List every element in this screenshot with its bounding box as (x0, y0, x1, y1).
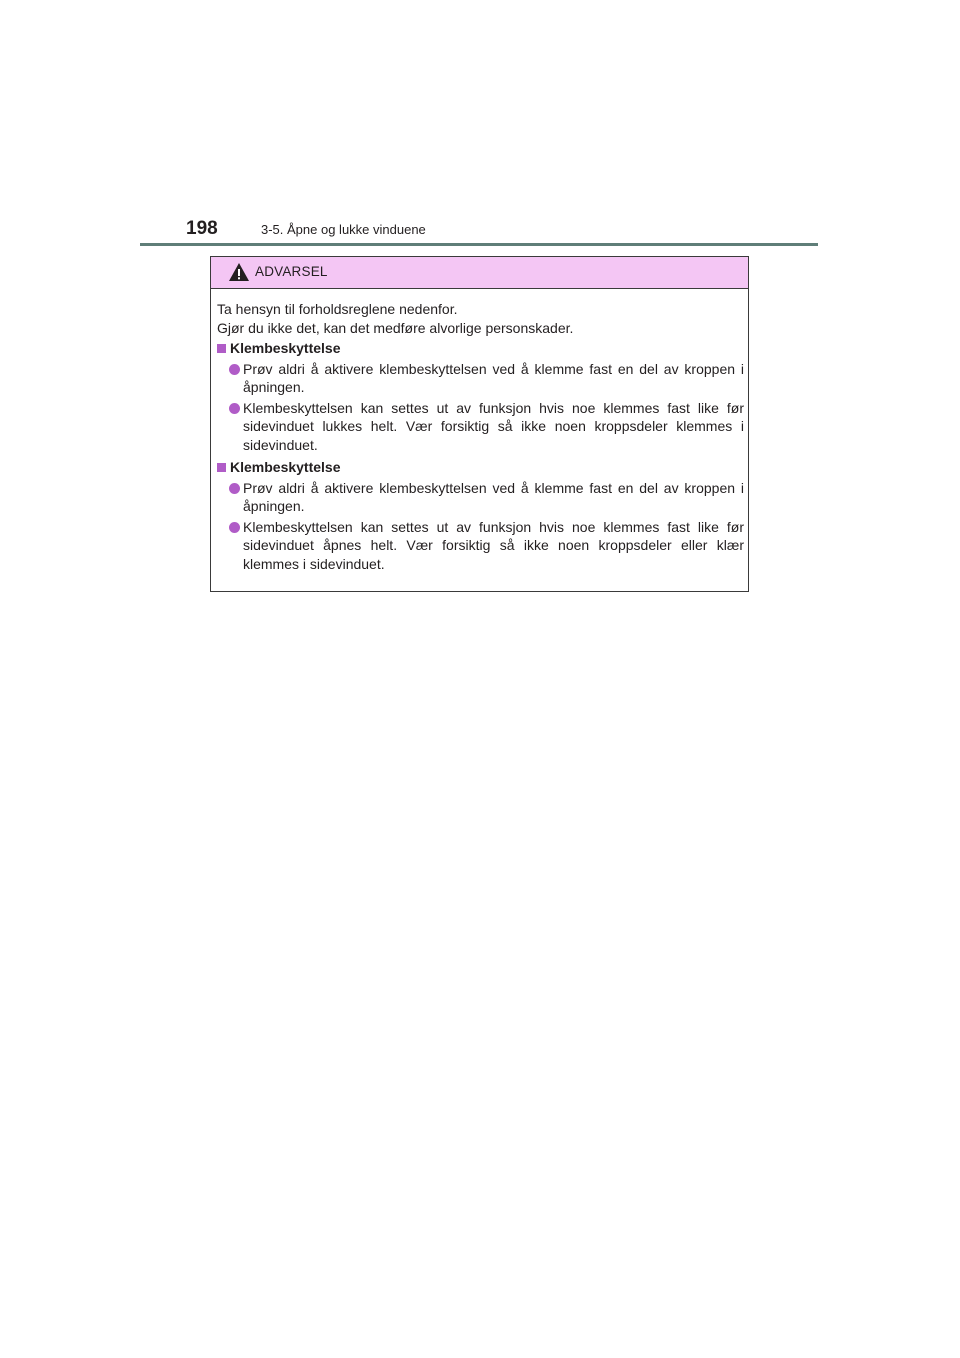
list-item (217, 518, 744, 574)
circle-bullet-icon (229, 364, 240, 375)
list-item-text: Klembeskyttelsen kan settes ut av funksjon hvis noe klemmes fast like før sidevinduet lukkes helt. Vær forsiktig så ikke noen kroppsdeler klemmes i sidevinduet. (243, 399, 744, 453)
circle-bullet-icon (229, 403, 240, 414)
warning-title: ADVARSEL (255, 264, 328, 279)
intro-line: Gjør du ikke det, kan det medføre alvorlige personskader. (217, 319, 574, 336)
list-item-text: Klembeskyttelsen kan settes ut av funksjon hvis noe klemmes fast like før sidevinduet åpnes helt. Vær forsiktig så ikke noen kroppsdeler eller klær klemmes i sidevinduet. (243, 518, 744, 572)
warning-header (211, 257, 748, 289)
list-item (217, 399, 744, 455)
warning-triangle-icon (228, 262, 250, 282)
header-rule (140, 243, 818, 246)
list-item (217, 360, 744, 397)
section-heading (217, 458, 744, 477)
section-heading (217, 339, 744, 358)
warning-box (210, 256, 749, 592)
circle-bullet-icon (229, 522, 240, 533)
circle-bullet-icon (229, 483, 240, 494)
list-item (217, 479, 744, 516)
list-item-text: Prøv aldri å aktivere klembeskyttelsen ved å klemme fast en del av kroppen i åpningen. (243, 479, 744, 514)
intro-line: Ta hensyn til forholdsreglene nedenfor. (217, 301, 458, 317)
section-heading-text: Klembeskyttelse (230, 340, 341, 356)
list-item-text: Prøv aldri å aktivere klembeskyttelsen ved å klemme fast en del av kroppen i åpningen. (243, 360, 744, 395)
warning-body (217, 300, 744, 573)
square-bullet-icon (217, 463, 226, 472)
page-number: 198 (186, 218, 218, 239)
section-heading-text: Klembeskyttelse (230, 459, 341, 475)
section-title: 3-5. Åpne og lukke vinduene (261, 222, 426, 237)
square-bullet-icon (217, 344, 226, 353)
